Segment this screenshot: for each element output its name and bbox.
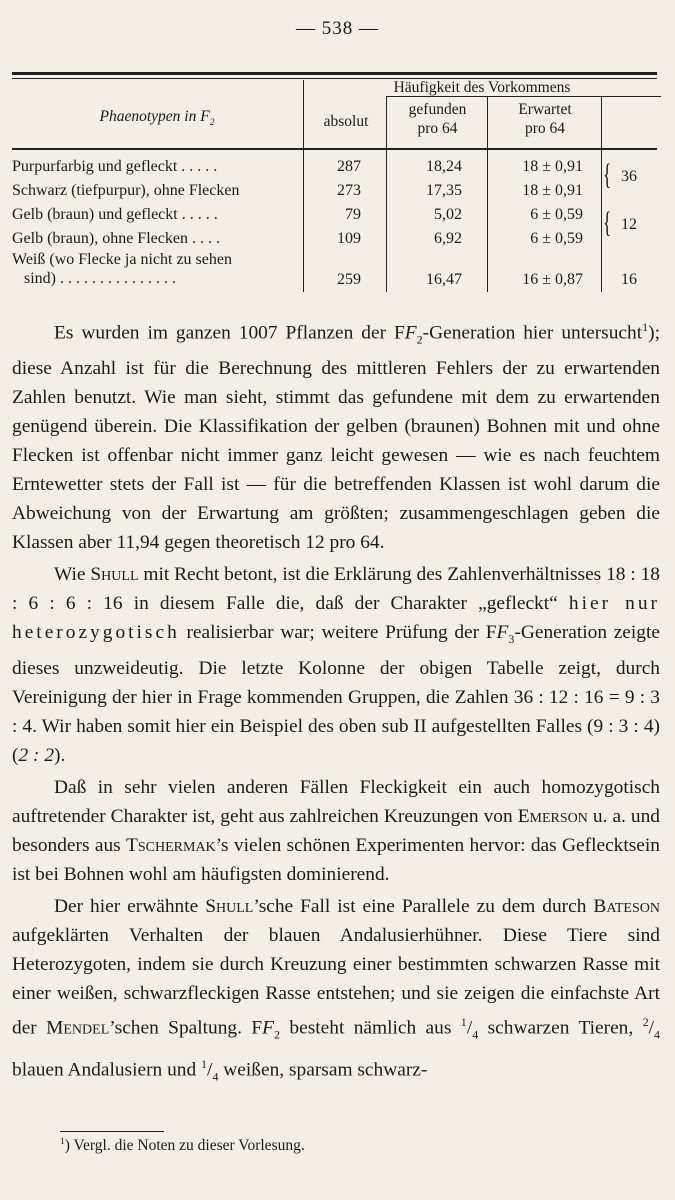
group-total: 36 bbox=[621, 168, 637, 185]
table-cell-erwartet: 18 ± 0,91 bbox=[522, 158, 583, 175]
body-text bbox=[12, 313, 660, 1091]
table-cell-erwartet: 16 ± 0,87 bbox=[522, 271, 583, 288]
table-cell-erwartet: 6 ± 0,59 bbox=[530, 230, 583, 247]
column-divider bbox=[601, 96, 602, 292]
table-row-label: Weiß (wo Flecke ja nicht zu sehen sind) . . . . . . . . . . . . . . . bbox=[12, 251, 232, 287]
table-cell-absolut: 273 bbox=[337, 182, 361, 199]
paragraph: Es wurden im ganzen 1007 Pflanzen der $FF_2$-Generation hier untersucht$^1$); diese Anzahl ist für die Berechnung des mittleren Fehlers der zu erwartenden Zahlen benutzt. Wie man sieht, stimmt das gefundene mit dem zu erwartenden genügend überein. Die Klassifikation der gelben (braunen) Bohnen mit und ohne Flecken ist offenbar nicht immer ganz leicht gewesen — wie es nach feuchtem Erntewetter stets der Fall ist — für die betreffenden Klassen ist wohl darum die Abweichung von der Erwartung am größten; zusammengeschlagen geben die Klassen aber 11,94 gegen theoretisch 12 pro 64. bbox=[12, 320, 660, 554]
footnote: $^1$) Vergl. die Noten zu dieser Vorlesung. bbox=[60, 1136, 305, 1155]
brace-icon: { bbox=[602, 158, 612, 191]
header-erwartet: Erwartet pro 64 bbox=[518, 101, 572, 137]
header-absolut: absolut bbox=[323, 113, 369, 130]
header-gefunden: gefunden pro 64 bbox=[408, 101, 467, 137]
page-number: — 538 — bbox=[296, 18, 379, 39]
group-total: 12 bbox=[621, 216, 637, 233]
footnote-rule bbox=[60, 1131, 164, 1132]
table-cell-absolut: 287 bbox=[337, 158, 361, 175]
table-cell-gefunden: 16,47 bbox=[426, 271, 462, 288]
header-phaenotypen: Phaenotypen in $F_2$ bbox=[99, 108, 215, 129]
header-haeufigkeit: Häufigkeit des Vorkommens bbox=[393, 79, 571, 96]
column-divider bbox=[386, 96, 387, 292]
table-header-rule bbox=[12, 148, 657, 150]
paragraph: Der hier erwähnte Shull’sche Fall ist eine Parallele zu dem durch Bateson aufgeklärten Verhalten der blauen Andalusierhühner. Diese Tiere sind Heterozygoten, indem sie durch Kreuzung einer bestimmten schwarzen Rasse mit einer weißen, schwarzfleckigen Rasse entstehen; und sie zeigen die einfachste Art der Mendel’schen Spaltung. $FF_2$ besteht nämlich aus $^1/_4$ schwarzen Tieren, $^2/_4$ blauen Andalusiern und $^1/_4$ weißen, sparsam schwarz- bbox=[12, 896, 661, 1083]
group-total: 16 bbox=[621, 271, 637, 288]
table-cell-absolut: 79 bbox=[345, 206, 361, 223]
paragraph: Wie Shull mit Recht betont, ist die Erklärung des Zahlenverhältnisses 18 : 18 : 6 : 6 : 16 in diesem Falle die, daß der Charakter „gefleckt“ hier nur heterozygotisch realisierbar war; weitere Prüfung der $FF_3$-Generation zeigte dieses unzweideutig. Die letzte Kolonne der obigen Tabelle zeigt, durch Vereinigung der hier in Frage kommenden Gruppen, die Zahlen 36 : 12 : 16 = 9 : 3 : 4. Wir haben somit hier ein Beispiel des oben sub II aufgestellten Falles (9 : 3 : 4) (2 : 2). bbox=[12, 564, 661, 767]
column-divider bbox=[487, 96, 488, 292]
table-row-label: Gelb (braun) und gefleckt . . . . . bbox=[12, 206, 218, 223]
brace-icon: { bbox=[602, 206, 612, 239]
paragraph: Daß in sehr vielen anderen Fällen Fleckigkeit ein auch homozygotisch auftretender Charakter ist, geht aus zahlreichen Kreuzungen von Emerson u. a. und besonders aus Tschermak’s vielen schönen Experimenten hervor: das Geflecktsein ist bei Bohnen wohl am häufigsten dominierend. bbox=[12, 777, 660, 886]
table-row-label: Purpurfarbig und gefleckt . . . . . bbox=[12, 158, 218, 175]
table-row-label: Gelb (braun), ohne Flecken . . . . bbox=[12, 230, 220, 247]
table-cell-gefunden: 5,02 bbox=[434, 206, 462, 223]
table-cell-absolut: 259 bbox=[337, 271, 361, 288]
table-cell-gefunden: 17,35 bbox=[426, 182, 462, 199]
table-cell-absolut: 109 bbox=[337, 230, 361, 247]
table-row-label: Schwarz (tiefpurpur), ohne Flecken bbox=[12, 182, 240, 199]
table-cell-gefunden: 6,92 bbox=[434, 230, 462, 247]
table-cell-gefunden: 18,24 bbox=[426, 158, 462, 175]
table-cell-erwartet: 6 ± 0,59 bbox=[530, 206, 583, 223]
table-cell-erwartet: 18 ± 0,91 bbox=[522, 182, 583, 199]
